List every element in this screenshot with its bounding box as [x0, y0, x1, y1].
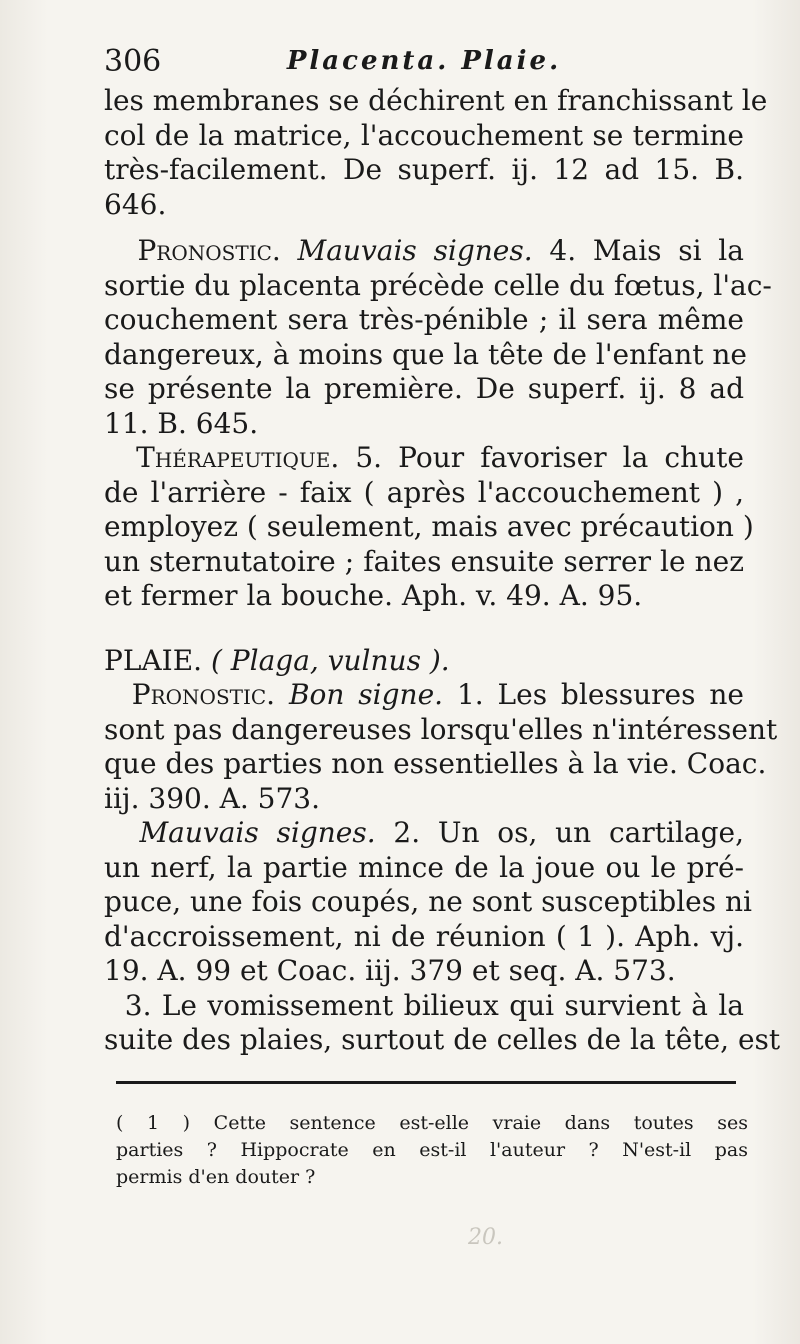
text-line: 11. B. 645. — [104, 406, 259, 440]
text-line: 646. — [104, 187, 167, 221]
section-label: Thérapeutique. — [136, 441, 340, 474]
section-label: Pronostic. — [137, 234, 281, 267]
footnote-line: permis d'en douter ? — [116, 1166, 316, 1188]
text-line: un sternutatoire ; faites ensuite serrer le nez — [104, 544, 744, 578]
item-number: 4. — [549, 234, 577, 267]
text-line: employez ( seulement, mais avec précaution ) — [104, 510, 754, 543]
text-line: Pronostic. Bon signe. 1. Les blessures ne — [131, 678, 744, 711]
text-line: et fermer la bouche. Aph. v. 49. A. 95. — [104, 579, 643, 612]
text-line: Thérapeutique. 5. Pour favoriser la chute — [136, 441, 744, 474]
text-line: un nerf, la partie mince de la joue ou le pré- — [104, 850, 744, 884]
text-line: col de la matrice, l'accouchement se termine — [104, 118, 744, 152]
text-line: sortie du placenta précède celle du fœtus, l'ac- — [104, 268, 772, 302]
entry-title: PLAIE. — [104, 643, 203, 677]
entry-latin: ( Plaga, vulnus ). — [210, 643, 450, 677]
footnote-rule — [116, 1081, 736, 1084]
entry-heading — [104, 644, 744, 679]
footnote-line: parties ? Hippocrate en est-il l'auteur ? N'est-il pas — [116, 1139, 748, 1161]
text-line: iij. 390. A. 573. — [104, 781, 321, 815]
text-line: puce, une fois coupés, ne sont susceptibles ni — [104, 885, 753, 918]
text-line: 19. A. 99 et Coac. iij. 379 et seq. A. 573. — [104, 954, 676, 987]
sign-label: Mauvais signes. — [139, 816, 376, 849]
sign-label: Bon signe. — [288, 678, 444, 711]
text-line: dangereux, à moins que la tête de l'enfant ne — [104, 337, 748, 371]
text-line: se présente la première. De superf. ij. 8 ad — [104, 372, 744, 405]
page-header — [104, 44, 744, 84]
footnote — [116, 1110, 748, 1191]
footnote-line: ( 1 ) Cette sentence est-elle vraie dans toutes ses — [116, 1112, 748, 1134]
page-number: 306 — [104, 44, 162, 79]
text-line: sont pas dangereuses lorsqu'elles n'intéressent — [104, 712, 778, 746]
section-label: Pronostic. — [131, 678, 276, 711]
text-line: très-facilement. De superf. ij. 12 ad 15. B. — [104, 153, 744, 186]
running-head: Placenta. Plaie. — [286, 46, 562, 76]
text-line: Mauvais signes. 2. Un os, un cartilage, — [139, 816, 744, 849]
body-text — [104, 84, 781, 1058]
text-line: Pronostic. Mauvais signes. 4. Mais si la — [137, 234, 744, 267]
text-line: d'accroissement, ni de réunion ( 1 ). Aph. vj. — [104, 919, 744, 953]
text-line: couchement sera très-pénible ; il sera même — [104, 303, 744, 336]
text-line: 3. Le vomissement bilieux qui survient à la — [124, 988, 744, 1022]
text-line: que des parties non essentielles à la vie. Coac. — [104, 747, 767, 780]
text-line: de l'arrière - faix ( après l'accouchement ) , — [104, 475, 744, 509]
text-line: les membranes se déchirent en franchissant le — [104, 84, 768, 117]
bleed-through-signature: 20. — [468, 1225, 503, 1250]
text-line: suite des plaies, surtout de celles de la tête, est — [104, 1023, 781, 1056]
sign-label: Mauvais signes. — [297, 234, 533, 267]
